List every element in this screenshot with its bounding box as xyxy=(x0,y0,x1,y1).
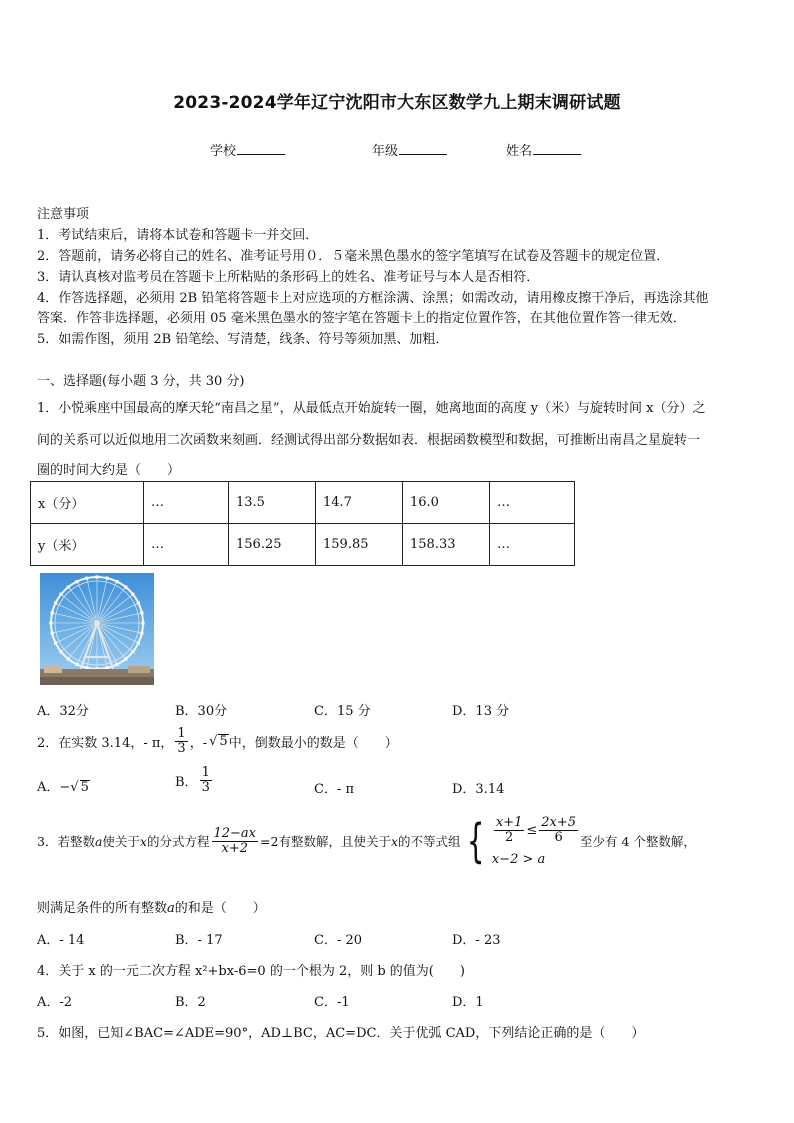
wheel-cabin xyxy=(131,593,134,596)
wheel-cabin xyxy=(49,621,52,624)
q2-text: 中，倒数最小的数是（ ） xyxy=(228,736,398,752)
q3-option-c[interactable]: C．- 20 xyxy=(314,933,363,948)
table-cell: 156.25 xyxy=(229,524,316,566)
q3-text: 的分式方程 xyxy=(146,834,210,850)
q3-text: 3．若整数 xyxy=(37,834,95,850)
q3-text: 至少有 4 个整数解， xyxy=(580,834,696,850)
notice-item: 4．作答选择题，必须用 2B 铅笔将答题卡上对应选项的方框涂满、涂黑；如需改动，请用橡皮擦干净后，再选涂其他 xyxy=(37,291,709,306)
q3-text: 则满足条件的所有整数 xyxy=(37,901,168,916)
q3-text: 的不等式组 xyxy=(398,834,461,850)
table-row xyxy=(31,482,575,524)
section-heading: 一、选择题(每小题 3 分，共 30 分) xyxy=(37,374,245,389)
table-row xyxy=(31,524,575,566)
fraction xyxy=(494,816,525,846)
sqrt-value: 5 xyxy=(219,734,228,750)
q4-option-b[interactable]: B．2 xyxy=(175,995,206,1010)
numerator: 2x+5 xyxy=(541,815,577,830)
option-label: B． xyxy=(175,775,198,791)
table-cell: 16.0 xyxy=(403,482,490,524)
wheel-cabin xyxy=(140,611,143,614)
q3-option-a[interactable]: A．- 14 xyxy=(37,933,85,948)
wheel-cabin xyxy=(106,666,109,669)
q4-option-a[interactable]: A．-2 xyxy=(37,995,73,1010)
equation-rhs: =2 xyxy=(260,833,279,849)
q3-text: 的和是（ ） xyxy=(174,901,266,916)
brace: { xyxy=(466,814,484,869)
wheel-cabin xyxy=(137,641,140,644)
q4-option-d[interactable]: D．1 xyxy=(452,995,484,1010)
sqrt-symbol: √ xyxy=(70,780,79,795)
table-cell: … xyxy=(490,482,575,524)
wheel-cabin xyxy=(95,575,98,578)
wheel-cabin xyxy=(140,632,143,635)
q3-option-b[interactable]: B．- 17 xyxy=(175,933,223,948)
fraction xyxy=(539,816,578,846)
notice-heading: 注意事项 xyxy=(37,207,90,222)
operator: ≤ xyxy=(526,823,538,839)
system-lines xyxy=(492,816,580,867)
q2-option-c[interactable]: C．- π xyxy=(314,782,355,797)
ferris-wheel-image xyxy=(40,573,154,685)
grade-field xyxy=(372,140,447,159)
school-field xyxy=(210,140,285,159)
name-label: 姓名 xyxy=(506,144,533,159)
q1-option-a[interactable]: A．32分 xyxy=(37,704,89,719)
numerator: x+1 xyxy=(495,815,523,830)
table-cell: … xyxy=(144,524,229,566)
variable-a: a xyxy=(167,901,175,916)
denominator: x+2 xyxy=(221,840,249,856)
q2-option-a[interactable] xyxy=(37,776,90,795)
table-cell: x（分） xyxy=(31,482,144,524)
notice-item: 2．答题前，请务必将自己的姓名、准考证号用０．５毫米黑色墨水的签字笔填写在试卷及答题卡的规定位置． xyxy=(37,249,670,264)
fraction xyxy=(175,727,187,757)
table-cell: … xyxy=(144,482,229,524)
inequality-system xyxy=(461,816,580,867)
sqrt-value: 5 xyxy=(80,780,89,795)
wheel-cabin xyxy=(75,663,78,666)
name-blank xyxy=(533,142,581,155)
minus-sign: − xyxy=(59,780,71,795)
q1-option-d[interactable]: D．13 分 xyxy=(452,704,510,719)
wheel-cabin xyxy=(85,666,88,669)
page-title: 2023-2024学年辽宁沈阳市大东区数学九上期末调研试题 xyxy=(173,93,621,113)
fraction xyxy=(200,766,212,796)
variable-a: a xyxy=(94,833,103,849)
denominator: 3 xyxy=(201,780,210,796)
q3-text: 有整数解，且使关于 xyxy=(278,834,391,850)
wheel-cabin xyxy=(67,585,70,588)
wheel-cabin xyxy=(54,601,57,604)
numerator: 12−ax xyxy=(213,825,257,841)
grade-label: 年级 xyxy=(372,144,399,159)
q4-stem: 4．关于 x 的一元二次方程 x²+bx-6=0 的一个根为 2，则 b 的值为( ) xyxy=(37,964,465,979)
notice-item: 1．考试结束后，请将本试卷和答题卡一并交回． xyxy=(37,228,319,243)
q1-line1: 1．小悦乘座中国最高的摩天轮“南昌之星”，从最低点开始旋转一圈，她离地面的高度 y（米）与旋转时间 x（分）之 xyxy=(37,401,706,416)
table-cell: y（米） xyxy=(31,524,144,566)
wheel-cabin xyxy=(131,650,134,653)
table-cell: 159.85 xyxy=(316,524,403,566)
table-cell: 158.33 xyxy=(403,524,490,566)
grade-blank xyxy=(399,142,447,155)
wheel-cabin xyxy=(59,650,62,653)
denominator: 2 xyxy=(504,830,514,846)
table-cell: … xyxy=(490,524,575,566)
wheel-cabin xyxy=(67,657,70,660)
wheel-cabin xyxy=(54,641,57,644)
wheel-cabin xyxy=(59,593,62,596)
q3-option-d[interactable]: D．- 23 xyxy=(452,933,501,948)
notice-item: 答案．作答非选择题，必须用 05 毫米黑色墨水的签字笔在答题卡上的指定位置作答，在其他位置作答一律无效． xyxy=(37,311,686,326)
table-cell: 14.7 xyxy=(316,482,403,524)
q1-option-c[interactable]: C．15 分 xyxy=(314,704,371,719)
wheel-cabin xyxy=(124,585,127,588)
equation-fraction xyxy=(212,827,259,857)
wheel-cabin xyxy=(51,632,54,635)
wheel-cabin xyxy=(124,657,127,660)
q1-option-b[interactable]: B．30分 xyxy=(175,704,228,719)
name-field xyxy=(506,140,581,159)
table-cell: 13.5 xyxy=(229,482,316,524)
school-blank xyxy=(237,142,285,155)
q2-option-d[interactable]: D．3.14 xyxy=(452,782,505,797)
q1-line2: 间的关系可以近似地用二次函数来刻画．经测试得出部分数据如表．根据函数模型和数据，可推断出南昌之星旋转一 xyxy=(37,433,701,448)
option-label: A． xyxy=(37,780,60,795)
wheel-cabin xyxy=(75,580,78,583)
wheel-cabin xyxy=(51,611,54,614)
notice-item: 5．如需作图，须用 2B 铅笔绘、写清楚，线条、符号等须加黑、加粗． xyxy=(37,332,449,347)
q2-stem xyxy=(37,727,398,757)
q3-text: 使关于 xyxy=(102,834,140,850)
variable-x: x xyxy=(390,833,399,849)
q2-text: ，- xyxy=(189,736,208,752)
q2-option-b[interactable] xyxy=(175,766,214,796)
q4-option-c[interactable]: C．-1 xyxy=(314,995,350,1010)
numerator: 1 xyxy=(201,765,210,780)
school-label: 学校 xyxy=(210,144,237,159)
data-table xyxy=(30,481,575,566)
wheel-cabin xyxy=(115,580,118,583)
denominator: 3 xyxy=(177,741,186,757)
notice-item: 3．请认真核对监考员在答题卡上所粘贴的条形码上的姓名、准考证号与本人是否相符． xyxy=(37,270,540,285)
wheel-cabin xyxy=(137,601,140,604)
numerator: 1 xyxy=(177,726,186,741)
inequality-1 xyxy=(492,816,580,846)
wheel-cabin xyxy=(141,621,144,624)
q5-stem: 5．如图，已知∠BAC=∠ADE=90°，AD⊥BC，AC=DC．关于优弧 CAD，下列结论正确的是（ ） xyxy=(37,1026,645,1041)
q3-line2 xyxy=(37,897,266,916)
sqrt-symbol: √ xyxy=(209,734,218,750)
denominator: 6 xyxy=(554,830,563,846)
variable-x: x xyxy=(139,833,147,849)
wheel-cabin xyxy=(85,577,88,580)
inequality-2: x−2 > a xyxy=(491,851,546,867)
q1-line3: 圈的时间大约是（ ） xyxy=(37,463,181,478)
q2-text: 2．在实数 3.14，- π， xyxy=(37,736,174,752)
q3-stem xyxy=(37,816,696,867)
wheel-cabin xyxy=(106,577,109,580)
wheel-cabin xyxy=(115,663,118,666)
